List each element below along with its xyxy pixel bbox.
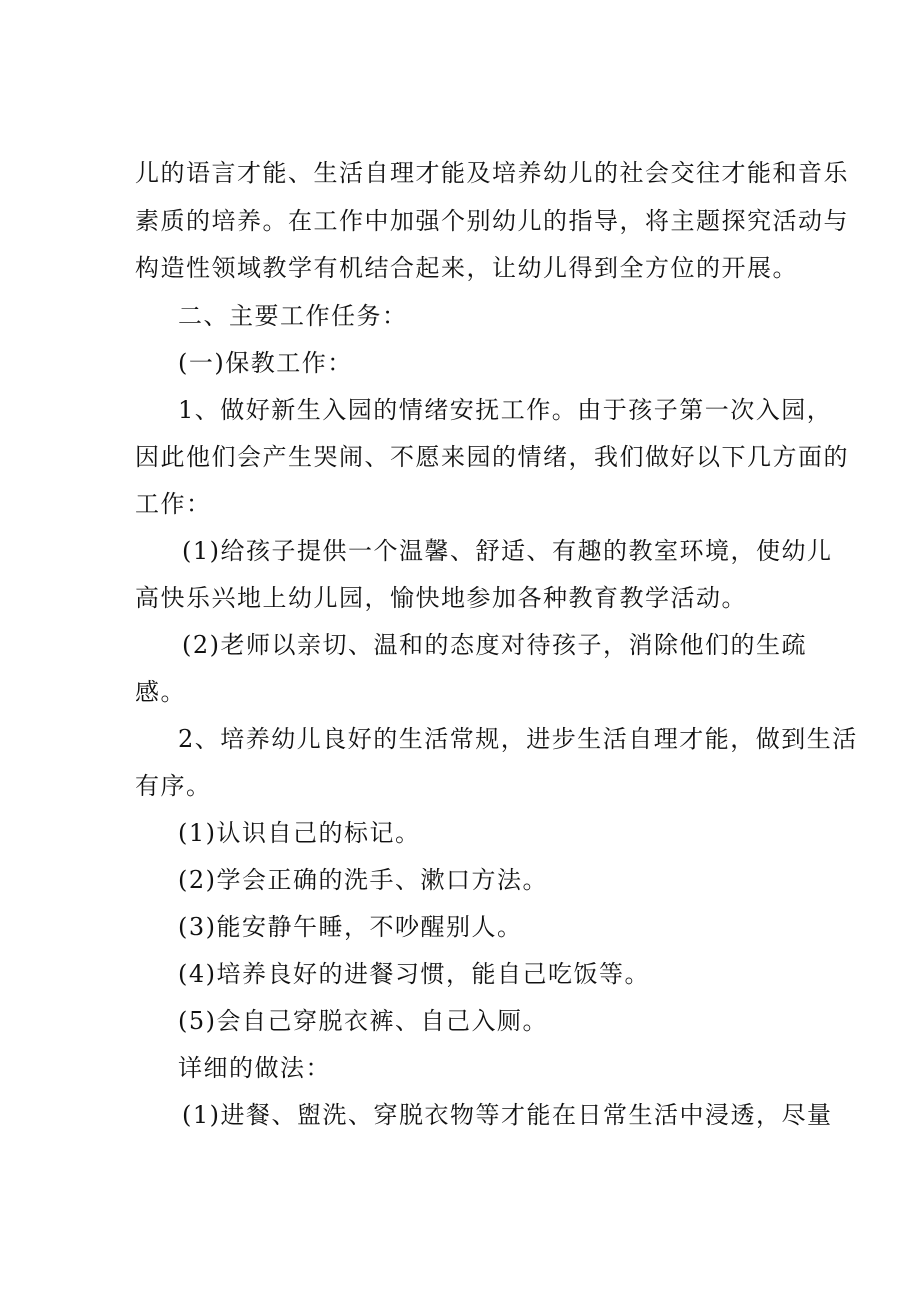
paragraph-line: (2)老师以亲切、温和的态度对待孩子，消除他们的生疏 — [182, 631, 807, 659]
list-item: (4)培养良好的进餐习惯，能自己吃饭等。 — [178, 960, 650, 988]
subsection-heading: (一)保教工作： — [178, 349, 353, 377]
paragraph-line: (1)给孩子提供一个温馨、舒适、有趣的教室环境，使幼儿 — [182, 537, 833, 565]
list-item: (5)会自己穿脱衣裤、自己入厕。 — [178, 1007, 548, 1035]
paragraph-line: 2、培养幼儿良好的生活常规，进步生活自理才能，做到生活 — [178, 725, 858, 753]
section-heading: 二、主要工作任务： — [178, 302, 408, 330]
paragraph-line: 构造性领域教学有机结合起来，让幼儿得到全方位的开展。 — [135, 254, 798, 282]
list-item: (1)认识自己的标记。 — [178, 819, 421, 847]
list-item: (1)进餐、盥洗、穿脱衣物等才能在日常生活中浸透，尽量 — [182, 1101, 833, 1129]
paragraph-line: 素质的培养。在工作中加强个别幼儿的指导，将主题探究活动与 — [135, 207, 849, 235]
paragraph-line: 因此他们会产生哭闹、不愿来园的情绪，我们做好以下几方面的 — [135, 443, 849, 471]
paragraph-line: 高快乐兴地上幼儿园，愉快地参加各种教育教学活动。 — [135, 584, 747, 612]
paragraph-line: 工作： — [135, 490, 212, 518]
paragraph-line: 感。 — [135, 678, 186, 706]
subsection-heading: 详细的做法： — [178, 1054, 331, 1082]
list-item: (2)学会正确的洗手、漱口方法。 — [178, 866, 548, 894]
list-item: (3)能安静午睡，不吵醒别人。 — [178, 913, 523, 941]
paragraph-line: 有序。 — [135, 772, 212, 800]
paragraph-line: 儿的语言才能、生活自理才能及培养幼儿的社会交往才能和音乐 — [135, 159, 849, 187]
paragraph-line: 1、做好新生入园的情绪安抚工作。由于孩子第一次入园， — [178, 396, 833, 424]
